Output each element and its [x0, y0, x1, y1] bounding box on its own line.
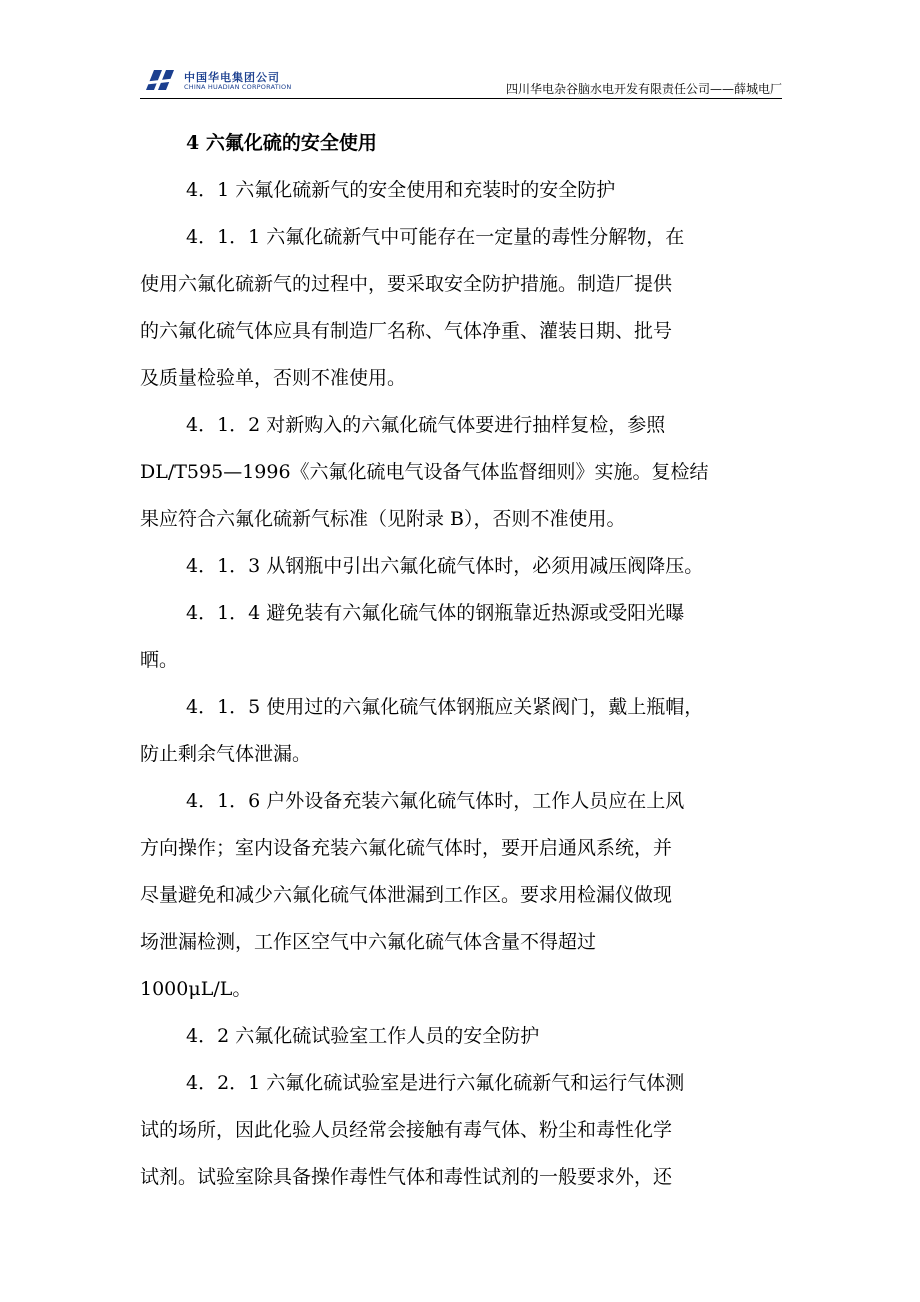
paragraph-line: 1000μL/L。 — [140, 978, 252, 1000]
paragraph-line: 晒。 — [140, 649, 179, 671]
header-divider — [140, 98, 782, 99]
paragraph-line: 4．1．1 六氟化硫新气中可能存在一定量的毒性分解物，在 — [186, 226, 685, 248]
paragraph-line: 的六氟化硫气体应具有制造厂名称、气体净重、灌装日期、批号 — [140, 320, 673, 342]
paragraph-line: 果应符合六氟化硫新气标准（见附录 B），否则不准使用。 — [140, 508, 626, 530]
document-body — [140, 120, 782, 1201]
paragraph-line: 场泄漏检测，工作区空气中六氟化硫气体含量不得超过 — [140, 931, 597, 953]
company-logo — [140, 66, 320, 94]
paragraph-line: 试剂。试验室除具备操作毒性气体和毒性试剂的一般要求外，还 — [140, 1166, 673, 1188]
section-heading: 4 六氟化硫的安全使用 — [186, 132, 377, 154]
page-header — [140, 62, 782, 102]
huadian-logo-icon — [140, 68, 180, 92]
header-organization: 四川华电杂谷脑水电开发有限责任公司——薛城电厂 — [505, 82, 782, 96]
paragraph-line: 使用六氟化硫新气的过程中，要采取安全防护措施。制造厂提供 — [140, 273, 673, 295]
paragraph-line: 4．1．4 避免装有六氟化硫气体的钢瓶靠近热源或受阳光曝 — [186, 602, 685, 624]
paragraph-line: 4．1．3 从钢瓶中引出六氟化硫气体时，必须用减压阀降压。 — [186, 555, 704, 577]
paragraph-line: 防止剩余气体泄漏。 — [140, 743, 312, 765]
paragraph-line: 试的场所，因此化验人员经常会接触有毒气体、粉尘和毒性化学 — [140, 1119, 673, 1141]
paragraph-line: 4．1．6 户外设备充装六氟化硫气体时，工作人员应在上风 — [186, 790, 685, 812]
paragraph-line: 尽量避免和减少六氟化硫气体泄漏到工作区。要求用检漏仪做现 — [140, 884, 673, 906]
paragraph-line: 4．1．5 使用过的六氟化硫气体钢瓶应关紧阀门，戴上瓶帽， — [186, 696, 704, 718]
logo-text-en: CHINA HUADIAN CORPORATION — [184, 83, 292, 91]
paragraph-line: 方向操作；室内设备充装六氟化硫气体时，要开启通风系统，并 — [140, 837, 673, 859]
paragraph-line: 及质量检验单，否则不准使用。 — [140, 367, 407, 389]
paragraph-line: 4．1．2 对新购入的六氟化硫气体要进行抽样复检，参照 — [186, 414, 666, 436]
logo-text-cn: 中国华电集团公司 — [184, 71, 280, 84]
subsection-heading: 4．2 六氟化硫试验室工作人员的安全防护 — [186, 1025, 540, 1047]
subsection-heading: 4．1 六氟化硫新气的安全使用和充装时的安全防护 — [186, 179, 616, 201]
paragraph-line: 4．2．1 六氟化硫试验室是进行六氟化硫新气和运行气体测 — [186, 1072, 685, 1094]
paragraph-line: DL/T595—1996《六氟化硫电气设备气体监督细则》实施。复检结 — [140, 461, 709, 483]
